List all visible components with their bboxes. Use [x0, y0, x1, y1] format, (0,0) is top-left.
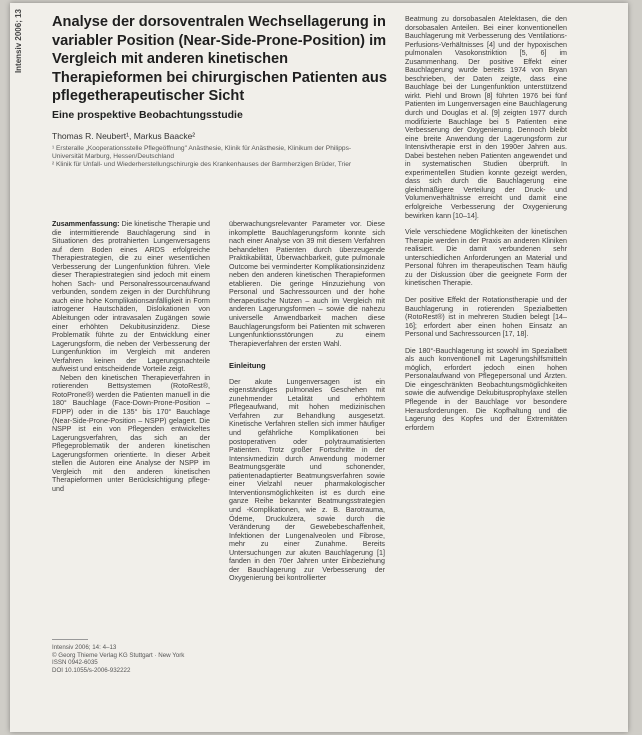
abstract-body: Die kinetische Therapie und die intermittierende Bauchlagerung sind in Situationen des protrahierten Lungenversagens auf dem Boden eines ARDS erfolgreiche Therapiestrategien, die zu einer wesentlichen Verbesserung der Lungenfunktion führen. Viele dieser Therapiestrategien sind jedoch mit einem hohen Sach- und Personalressourcenaufwand verbunden, sondern zeigen in der Durchführung auch eine hohe Komplikationsanfälligkeit in Form iatrogener Hautschäden, Dislokationen von Ableitungen oder intravasalen Zugängen sowie einer erhöhten Dekubitusinzidenz. Diese Problematik führte zu der Entwicklung einer Lagerungsform, die neben der Verbesserung der Lungenfunktion im Vergleich mit anderen Verfahren keinen der Lagerungsnachteile aufweist und entscheidende Vorteile zeigt. — [52, 220, 210, 374]
citation-line-1: Intensiv 2006; 14: 4–13 — [52, 644, 117, 651]
citation-block — [52, 644, 212, 674]
column-3 — [405, 15, 567, 432]
citation-divider — [52, 639, 88, 640]
affiliation-2: ² Klinik für Unfall- und Wiederherstellungschirurgie des Krankenhauses der Barmherzigen Brüder, Trier — [52, 161, 352, 169]
running-head: Intensiv 2006; 13 — [14, 9, 23, 74]
introduction-paragraph: Der akute Lungenversagen ist ein eigenständiges pulmonales Geschehen mit zunehmender Letalität und erhöhtem Pflegeaufwand, mit hohen medizinischen Verfahren zur Behandlung ausgesetzt. Kinetische Verfahren stellen sich immer häufiger und gefährliche Komplikationen bei postoperativen oder polytraumatisierten Patienten. Trotz großer Fortschritte in der Intensivmedizin durch Anwendung moderner Beatmungsgeräte und schonender, patientenadaptierter Beatmungsverfahren sowie einer Vielzahl neuer pharmakologischer Interventionsmöglichkeiten ist es durch eine ganze Reihe bekannter Beatmungsstrategien und -Komplikationen, wie z. B. Barotrauma, Ödeme, Druckulzera, sowie durch die Veränderung der Gewebebeschaffenheit, Infektionen der Lungenalveolen und Fibrose, mehr zu einer Zunahme. Bereits Untersuchungen zur akuten Bauchlagerung [1] fanden in den 70er Jahren unter Einbeziehung der Bauchlagerung zur Verbesserung der Oxygenierung bei kontrollierter — [229, 377, 385, 583]
citation-line-4: DOI 10.1055/s-2006-932222 — [52, 666, 131, 674]
citation-line-2: © Georg Thieme Verlag KG Stuttgart · New York — [52, 651, 185, 659]
body-paragraph-3: Der positive Effekt der Rotationstherapie und der Bauchlagerung in rotierenden Spezialbetten (RotoRest®) ist in mehreren Studien belegt [14–16]; erfordert aber einen hohen Einsatz an Personal und Sachressourcen [17, 18]. — [405, 295, 567, 339]
article-title: Analyse der dorsoventralen Wechsellagerung in variabler Position (Near-Side-Prone-Position) im Vergleich mit anderen kinetischen Therapieformen bei chirurgischen Patienten aus pflegetherapeutischer Sicht — [52, 14, 387, 104]
abstract-continuation: überwachungsrelevanter Parameter vor. Diese inkomplette Bauchlagerungsform konnte sich nach einer Analyse von 39 mit diesem Verfahren behandelten Patienten durch überzeugende Praktikabilität, Überwachbarkeit, gute pulmonale Outcome bei verminderter Komplikationsinzidenz neben den anderen kinetischen Therapieformen etablieren. Die geringe Hinzuziehung von Personal und Sachressourcen und der hohe therapeutische Nutzen – auch im Vergleich mit anderen Lagerungsformen – sowie die nahezu universelle Anwendbarkeit machen diese Bauchlagerungsform bei Patienten mit schweren Lungenfunktionsstörungen zu einem Therapieverfahren der ersten Wahl. — [229, 220, 385, 348]
section-heading-einleitung: Einleitung — [229, 361, 266, 371]
column-2 — [229, 220, 385, 583]
column-1 — [52, 220, 210, 494]
abstract-paragraph-2: Neben den kinetischen Therapieverfahren in rotierenden Bettsystemen (RotoRest®, RotoProne®) werden die Patienten manuell in die 180° Bauchlage (Face-Down-Prone-Position – FDPP) oder in die 135° bis 170° Bauchlage (Near-Side-Prone-Position – NSPP) gelagert. Die NSPP ist ein von Pflegenden entwickeltes Lagerungsverfahren, das sich an der Pflegeproblematik der anderen kinetischen Lagerungsformen orientierte. In dieser Arbeit stellen die Autoren eine Analyse der NSPP im Vergleich mit den anderen kinetischen Therapieformen unter Berücksichtigung pflege- und — [52, 373, 210, 493]
affiliation-1: ¹ Ersteralle „Kooperationsstelle Pflegeöffnung" Anästhesie, Klinik für Anästhesie, Klinikum der Philipps-Universität Marburg, Hessen/Deutschland — [52, 145, 352, 161]
abstract-paragraph — [52, 220, 210, 374]
citation-line-3: ISSN 0942-6035 — [52, 659, 98, 667]
author-line: Thomas R. Neubert¹, Markus Baacke² — [52, 131, 196, 141]
affiliations — [52, 145, 370, 170]
article-subtitle: Eine prospektive Beobachtungsstudie — [52, 109, 243, 121]
body-paragraph-4: Die 180°-Bauchlagerung ist sowohl im Spezialbett als auch konventionell mit Lagerungshilfsmitteln möglich, erfordert jedoch einen hohen Personalaufwand von Pflegepersonal und Ärzten. Die eingeschränkten Beobachtungsmöglichkeiten sowie die aufwendige Dekubitusprophylaxe stellen Pflegende in der Bauchlage vor besondere Herausforderungen. Die Kopfhaltung und die Lagerung des Kopfes und der Extremitäten erfordern — [405, 346, 567, 432]
body-paragraph-1: Beatmung zu dorsobasalen Atelektasen, die den dorsobasalen Anteilen. Bei einer konventionellen Bauchlagerung mit Verbesserung des Ventilations-Perfusions-Verhältnisses [4] und der hypoxischen pulmonalen Vasokonstriktion [5, 6] im Zusammenhang. Der positive Effekt einer Bauchlagerung wurde bereits 1974 von Bryan beschrieben, der Daten zeigte, dass eine Bauchlage bei der Lungenfunktion unterstützend wirkt. Piehl und Brown [8] führten 1976 bei fünf Patienten im Lungenversagen eine Bauchlagerung durch und Douglas et al. [9] zeigten 1977 durch modifizierte Bauchlage bei 5 Patienten eine Verbesserung der Oxygenierung. Dennoch bleibt eine breite Anwendung der Lagerungsform zur Intensivtherapie erst in den 1990er Jahren aus. Dabei bestehen neben Patienten angewendet und in systematischen Studien überprüft. In experimentellen Studien konnte gezeigt werden, dass sich durch die Bauchlagerung eine gleichmäßigere Verteilung der Druck- und Volumenverhältnisse erreicht und damit eine erfolgreiche Verbesserung der Oxygenierung bewirken kann [10–14]. — [405, 15, 567, 220]
journal-page — [10, 3, 628, 732]
body-paragraph-2: Viele verschiedene Möglichkeiten der kinetischen Therapie werden in der Praxis an anderen Kliniken realisiert. Die damit verbundenen sehr unterschiedlichen Anforderungen an Material und Personal führen im therapeutischen Team häufig zu der Diskussion über die geeignete Form der kinetischen Therapie. — [405, 228, 567, 288]
abstract-heading: Zusammenfassung: — [52, 220, 120, 228]
